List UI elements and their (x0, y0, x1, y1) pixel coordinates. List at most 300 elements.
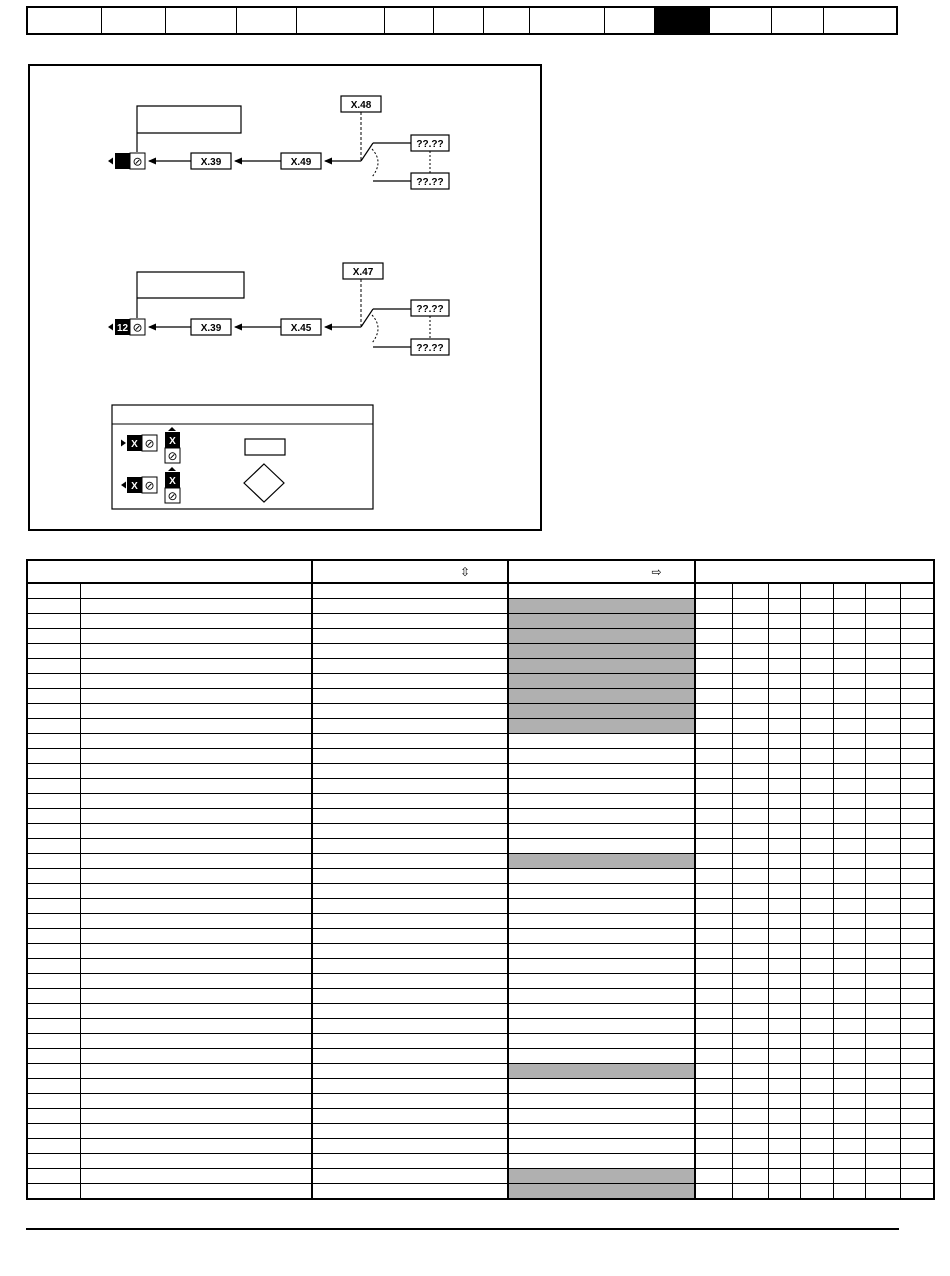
table-row (27, 899, 934, 914)
table-cell (80, 719, 312, 734)
table-cell (508, 734, 695, 749)
table-cell (695, 1019, 732, 1034)
table-cell (312, 719, 508, 734)
table-cell (768, 704, 800, 719)
table-cell (833, 824, 865, 839)
table-cell (27, 959, 80, 974)
table-cell (27, 1184, 80, 1200)
table-cell (900, 1064, 934, 1079)
top-source-label-a: ??.?? (416, 139, 444, 150)
table-cell (833, 1124, 865, 1139)
table-cell (695, 914, 732, 929)
table-cell (80, 1154, 312, 1169)
table-cell (695, 1049, 732, 1064)
table-cell (833, 659, 865, 674)
top-switch-arm (361, 143, 373, 161)
table-cell (27, 1079, 80, 1094)
table-cell (695, 929, 732, 944)
table-cell (900, 1124, 934, 1139)
table-cell (768, 764, 800, 779)
table-cell (800, 1049, 833, 1064)
key-input-invert-icon: ⊘ (144, 436, 155, 451)
table-row (27, 854, 934, 869)
table-cell (768, 869, 800, 884)
table-cell (865, 674, 900, 689)
table-cell (695, 764, 732, 779)
nav-tab-active[interactable] (655, 8, 711, 33)
table-row (27, 704, 934, 719)
table-cell (27, 824, 80, 839)
table-cell (508, 1049, 695, 1064)
table-cell (27, 1019, 80, 1034)
table-cell (800, 854, 833, 869)
table-cell (833, 989, 865, 1004)
table-cell (312, 779, 508, 794)
bottom-function-block (108, 263, 449, 355)
table-cell (800, 749, 833, 764)
table-row (27, 824, 934, 839)
table-cell (312, 1184, 508, 1200)
table-cell (27, 1154, 80, 1169)
bottom-invert-icon: ⊘ (132, 320, 143, 335)
table-cell (768, 1034, 800, 1049)
table-cell (80, 824, 312, 839)
table-cell (800, 809, 833, 824)
table-cell (768, 944, 800, 959)
table-cell (833, 629, 865, 644)
table-cell (695, 869, 732, 884)
table-cell (865, 869, 900, 884)
table-cell (833, 689, 865, 704)
table-cell (768, 779, 800, 794)
table-row (27, 959, 934, 974)
table-cell (508, 779, 695, 794)
table-cell (27, 734, 80, 749)
table-cell (27, 599, 80, 614)
table-cell (312, 899, 508, 914)
table-cell (508, 1064, 695, 1079)
table-cell (900, 734, 934, 749)
table-cell (800, 1154, 833, 1169)
table-cell (900, 884, 934, 899)
table-cell (865, 839, 900, 854)
table-cell (900, 764, 934, 779)
table-cell (312, 1019, 508, 1034)
table-cell (865, 899, 900, 914)
nav-tab[interactable] (102, 8, 166, 33)
table-cell (27, 989, 80, 1004)
key-output-invert-icon: ⊘ (144, 478, 155, 493)
table-cell (312, 974, 508, 989)
table-cell (800, 899, 833, 914)
table-cell (312, 704, 508, 719)
table-cell (508, 899, 695, 914)
nav-tab[interactable] (385, 8, 434, 33)
table-cell (768, 1064, 800, 1079)
table-cell (833, 1004, 865, 1019)
table-cell (900, 1004, 934, 1019)
table-cell (833, 1169, 865, 1184)
table-cell (865, 1064, 900, 1079)
table-cell (508, 1154, 695, 1169)
table-cell (312, 839, 508, 854)
table-cell (732, 689, 768, 704)
table-cell (508, 794, 695, 809)
table-cell (80, 989, 312, 1004)
table-cell (80, 764, 312, 779)
key-parameter-box-icon (245, 439, 285, 455)
table-cell (800, 689, 833, 704)
table-cell (833, 914, 865, 929)
nav-tab[interactable] (484, 8, 530, 33)
table-cell (27, 899, 80, 914)
table-cell (312, 629, 508, 644)
table-cell (312, 1049, 508, 1064)
nav-tab[interactable] (530, 8, 605, 33)
table-cell (865, 929, 900, 944)
table-cell (695, 629, 732, 644)
table-row (27, 839, 934, 854)
table-cell (833, 839, 865, 854)
bottom-param-label-2: X.45 (290, 323, 312, 334)
table-cell (732, 914, 768, 929)
table-cell (732, 839, 768, 854)
table-cell (800, 614, 833, 629)
table-cell (732, 1109, 768, 1124)
table-cell (768, 989, 800, 1004)
table-cell (800, 959, 833, 974)
table-cell (80, 644, 312, 659)
table-cell (508, 944, 695, 959)
table-cell (312, 614, 508, 629)
table-cell (508, 764, 695, 779)
table-cell (695, 899, 732, 914)
table-cell (833, 1154, 865, 1169)
table-row (27, 614, 934, 629)
key-input-v-label: X (169, 436, 176, 447)
table-cell (732, 899, 768, 914)
table-cell (833, 749, 865, 764)
table-cell (833, 809, 865, 824)
bottom-terminal-arrow (108, 324, 113, 331)
table-cell (800, 1079, 833, 1094)
table-cell (900, 1049, 934, 1064)
table-cell (800, 674, 833, 689)
table-cell (900, 719, 934, 734)
footer-rule (26, 1228, 899, 1230)
table-cell (27, 1109, 80, 1124)
table-cell (900, 659, 934, 674)
table-cell (695, 749, 732, 764)
table-cell (732, 794, 768, 809)
table-cell (695, 944, 732, 959)
table-cell (695, 1079, 732, 1094)
table-cell (80, 734, 312, 749)
table-cell (768, 689, 800, 704)
table-cell (695, 659, 732, 674)
table-cell (768, 1184, 800, 1200)
table-cell (800, 914, 833, 929)
table-cell (865, 1004, 900, 1019)
table-cell (80, 809, 312, 824)
table-cell (508, 1094, 695, 1109)
nav-tab[interactable] (237, 8, 298, 33)
table-cell (768, 1139, 800, 1154)
table-cell (768, 629, 800, 644)
table-cell (800, 1094, 833, 1109)
table-cell (508, 914, 695, 929)
table-row (27, 1004, 934, 1019)
table-cell (865, 689, 900, 704)
table-cell (768, 1094, 800, 1109)
table-cell (80, 1124, 312, 1139)
table-cell (900, 1184, 934, 1200)
table-cell (900, 1169, 934, 1184)
table-cell (80, 869, 312, 884)
table-row (27, 599, 934, 614)
table-cell (508, 689, 695, 704)
table-cell (800, 704, 833, 719)
table-cell (312, 734, 508, 749)
table-cell (695, 1064, 732, 1079)
table-cell (695, 1154, 732, 1169)
table-cell (900, 824, 934, 839)
table-cell (865, 659, 900, 674)
table-cell (695, 1169, 732, 1184)
table-cell (768, 809, 800, 824)
table-cell (80, 914, 312, 929)
table-cell (900, 914, 934, 929)
table-cell (695, 583, 732, 599)
table-cell (800, 1019, 833, 1034)
table-cell (865, 1049, 900, 1064)
bottom-select-label: X.47 (352, 267, 374, 278)
table-cell (865, 914, 900, 929)
table-cell (695, 794, 732, 809)
top-label-callout (137, 106, 241, 152)
table-cell (27, 869, 80, 884)
table-cell (865, 1109, 900, 1124)
table-row (27, 914, 934, 929)
table-cell (732, 659, 768, 674)
table-row (27, 944, 934, 959)
nav-tab[interactable] (434, 8, 484, 33)
table-cell (800, 1169, 833, 1184)
table-cell (27, 704, 80, 719)
nav-tab[interactable] (297, 8, 385, 33)
table-cell (80, 629, 312, 644)
table-cell (900, 899, 934, 914)
table-cell (27, 839, 80, 854)
table-cell (900, 869, 934, 884)
table-cell (27, 974, 80, 989)
table-cell (508, 884, 695, 899)
table-cell (865, 779, 900, 794)
table-cell (695, 1109, 732, 1124)
bottom-switch-arm (361, 309, 373, 327)
table-cell (768, 749, 800, 764)
nav-tab[interactable] (605, 8, 655, 33)
table-row (27, 929, 934, 944)
table-cell (900, 929, 934, 944)
table-cell (800, 824, 833, 839)
table-cell (800, 1034, 833, 1049)
nav-tab[interactable] (710, 8, 772, 33)
table-cell (900, 599, 934, 614)
table-cell (768, 659, 800, 674)
table-cell (27, 749, 80, 764)
table-cell (865, 989, 900, 1004)
table-cell (833, 884, 865, 899)
table-cell (732, 1079, 768, 1094)
table-cell (768, 1049, 800, 1064)
table-cell (768, 1169, 800, 1184)
table-cell (768, 719, 800, 734)
table-cell (312, 824, 508, 839)
table-row (27, 1064, 934, 1079)
table-cell (80, 944, 312, 959)
table-cell (768, 644, 800, 659)
top-source-label-b: ??.?? (416, 177, 444, 188)
table-cell (865, 944, 900, 959)
table-cell (80, 1109, 312, 1124)
bottom-source-label-a: ??.?? (416, 304, 444, 315)
table-row (27, 1079, 934, 1094)
table-cell (833, 1139, 865, 1154)
table-cell (900, 1019, 934, 1034)
table-cell (800, 1139, 833, 1154)
table-cell (27, 629, 80, 644)
table-cell (80, 674, 312, 689)
table-cell (732, 749, 768, 764)
table-cell (900, 674, 934, 689)
table-cell (768, 1019, 800, 1034)
table-cell (508, 1004, 695, 1019)
table-cell (732, 1139, 768, 1154)
table-row (27, 659, 934, 674)
table-cell (27, 674, 80, 689)
table-cell (800, 884, 833, 899)
nav-tab[interactable] (28, 8, 102, 33)
table-cell (800, 644, 833, 659)
table-cell (833, 794, 865, 809)
table-row (27, 794, 934, 809)
table-cell (833, 1184, 865, 1200)
table-cell (732, 974, 768, 989)
table-cell (312, 854, 508, 869)
table-cell (865, 1154, 900, 1169)
table-cell (900, 1154, 934, 1169)
table-cell (80, 659, 312, 674)
table-cell (732, 599, 768, 614)
table-cell (732, 929, 768, 944)
table-cell (768, 974, 800, 989)
top-terminal-arrow (108, 158, 113, 165)
table-cell (768, 899, 800, 914)
table-cell (508, 1109, 695, 1124)
table-cell (900, 989, 934, 1004)
table-cell (865, 1139, 900, 1154)
table-cell (900, 794, 934, 809)
table-cell (27, 809, 80, 824)
table-cell (80, 689, 312, 704)
parameter-table (26, 559, 935, 1200)
table-cell (312, 1169, 508, 1184)
table-cell (833, 959, 865, 974)
table-row (27, 629, 934, 644)
table-cell (900, 629, 934, 644)
table-cell (695, 1124, 732, 1139)
table-cell (865, 1079, 900, 1094)
nav-tab[interactable] (824, 8, 896, 33)
table-cell (312, 583, 508, 599)
table-cell (312, 914, 508, 929)
table-cell (800, 1064, 833, 1079)
bottom-label-callout (137, 272, 244, 318)
table-cell (833, 599, 865, 614)
table-cell (695, 704, 732, 719)
table-row (27, 1154, 934, 1169)
table-cell (695, 824, 732, 839)
key-output-v-label: X (169, 476, 176, 487)
top-function-block (108, 96, 449, 189)
table-cell (508, 809, 695, 824)
table-cell (732, 989, 768, 1004)
table-row (27, 1109, 934, 1124)
table-cell (27, 1094, 80, 1109)
table-cell (800, 1004, 833, 1019)
table-cell (508, 824, 695, 839)
table-cell (732, 734, 768, 749)
table-cell (865, 1184, 900, 1200)
table-cell (865, 824, 900, 839)
table-cell (695, 719, 732, 734)
table-row (27, 689, 934, 704)
nav-tab[interactable] (772, 8, 824, 33)
table-cell (768, 1004, 800, 1019)
table-cell (312, 1064, 508, 1079)
table-row (27, 869, 934, 884)
table-cell (695, 674, 732, 689)
table-cell (508, 1124, 695, 1139)
table-cell (800, 779, 833, 794)
table-cell (508, 719, 695, 734)
table-cell (80, 749, 312, 764)
table-cell (508, 839, 695, 854)
table-cell (508, 1184, 695, 1200)
table-cell (312, 794, 508, 809)
table-cell (768, 583, 800, 599)
table-cell (312, 674, 508, 689)
table-cell (695, 734, 732, 749)
table-cell (732, 1004, 768, 1019)
table-cell (800, 719, 833, 734)
table-cell (768, 674, 800, 689)
table-cell (508, 599, 695, 614)
table-cell (768, 839, 800, 854)
table-cell (768, 1124, 800, 1139)
table-cell (732, 869, 768, 884)
table-cell (312, 1109, 508, 1124)
table-cell (695, 689, 732, 704)
nav-tab[interactable] (166, 8, 237, 33)
table-cell (865, 974, 900, 989)
table-cell (800, 583, 833, 599)
table-cell (865, 1094, 900, 1109)
table-cell (800, 989, 833, 1004)
table-cell (833, 1019, 865, 1034)
table-cell (865, 794, 900, 809)
